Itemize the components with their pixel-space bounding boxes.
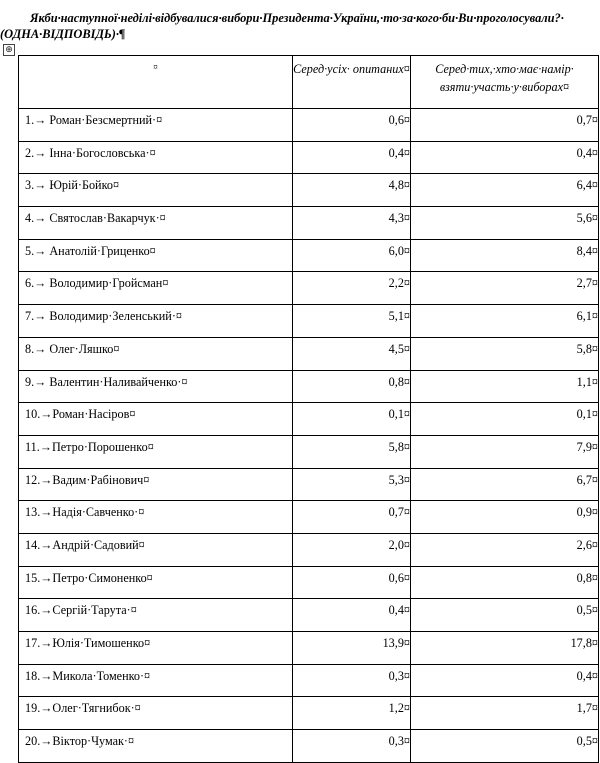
intending-voters-cell xyxy=(411,566,599,599)
intending-voters-value: 0,4¤ xyxy=(576,668,598,683)
table-row xyxy=(19,599,599,632)
candidate-name: 6.→ Володимир·Гройсман¤ xyxy=(19,272,293,305)
table-row xyxy=(19,403,599,436)
candidate-name: 11.→Петро·Порошенко¤ xyxy=(19,435,293,468)
intending-voters-value: 0,7¤ xyxy=(576,113,598,127)
intending-voters-value: 8,4¤ xyxy=(576,243,598,258)
all-respondents-value: 1,2¤ xyxy=(388,701,410,716)
intending-voters-cell xyxy=(411,305,599,338)
intending-voters-cell xyxy=(411,533,599,566)
table-row xyxy=(19,174,599,207)
all-respondents-value: 4,3¤ xyxy=(388,211,410,226)
all-respondents-cell xyxy=(293,337,411,370)
candidate-name: 19.→Олег·Тягнибок·¤ xyxy=(19,697,293,730)
intending-voters-value: 17,8¤ xyxy=(570,636,598,650)
intending-voters-cell xyxy=(411,337,599,370)
all-respondents-value: 2,2¤ xyxy=(388,276,410,291)
table-row xyxy=(19,337,599,370)
intending-voters-value: 6,4¤ xyxy=(576,178,598,193)
intending-voters-value: 0,1¤ xyxy=(576,407,598,422)
intending-voters-value: 1,7¤ xyxy=(576,701,598,716)
intending-voters-value: 7,9¤ xyxy=(576,439,598,454)
intending-voters-value: 5,6¤ xyxy=(576,211,598,226)
all-respondents-value: 5,1¤ xyxy=(388,309,410,324)
table-move-handle-icon[interactable]: ⊕ xyxy=(3,44,15,56)
all-respondents-cell xyxy=(293,370,411,403)
all-respondents-value: 0,4¤ xyxy=(388,145,410,160)
candidate-name: 12.→Вадим·Рабінович¤ xyxy=(19,468,293,501)
table-row xyxy=(19,533,599,566)
candidate-name: 18.→Микола·Томенко·¤ xyxy=(19,664,293,697)
all-respondents-cell xyxy=(293,533,411,566)
table-header-row xyxy=(19,56,599,109)
intending-voters-cell xyxy=(411,468,599,501)
intending-voters-value: 0,5¤ xyxy=(576,734,598,749)
all-respondents-cell xyxy=(293,109,411,142)
all-respondents-value: 0,1¤ xyxy=(388,407,410,422)
intending-voters-value: 5,8¤ xyxy=(576,341,598,356)
all-respondents-value: 0,7¤ xyxy=(388,505,410,520)
all-respondents-cell xyxy=(293,305,411,338)
all-respondents-cell xyxy=(293,599,411,632)
intending-voters-cell xyxy=(411,435,599,468)
table-row xyxy=(19,697,599,730)
table-row xyxy=(19,730,599,763)
all-respondents-cell xyxy=(293,664,411,697)
intending-voters-cell xyxy=(411,403,599,436)
candidate-name: 20.→Віктор·Чумак·¤ xyxy=(19,730,293,763)
candidate-name: 16.→Сергій·Тарута·¤ xyxy=(19,599,293,632)
all-respondents-cell xyxy=(293,468,411,501)
intending-voters-value: 2,6¤ xyxy=(576,537,598,552)
all-respondents-cell xyxy=(293,174,411,207)
candidate-name: 17.→Юлія·Тимошенко¤ xyxy=(19,632,293,665)
table-row xyxy=(19,305,599,338)
intending-voters-cell xyxy=(411,174,599,207)
candidate-name: 15.→Петро·Симоненко¤ xyxy=(19,566,293,599)
table-row xyxy=(19,239,599,272)
all-respondents-value: 0,3¤ xyxy=(388,734,410,749)
intending-voters-value: 0,9¤ xyxy=(576,505,598,520)
intending-voters-cell xyxy=(411,239,599,272)
intending-voters-value: 6,7¤ xyxy=(576,472,598,487)
table-row xyxy=(19,141,599,174)
intending-voters-cell xyxy=(411,632,599,665)
candidate-name: 8.→ Олег·Ляшко¤ xyxy=(19,337,293,370)
table-row xyxy=(19,109,599,142)
all-respondents-cell xyxy=(293,272,411,305)
all-respondents-cell xyxy=(293,501,411,534)
table-row xyxy=(19,370,599,403)
results-table xyxy=(18,55,599,763)
all-respondents-cell xyxy=(293,730,411,763)
all-respondents-value: 2,0¤ xyxy=(388,537,410,552)
intending-voters-cell xyxy=(411,664,599,697)
candidate-name: 13.→Надія·Савченко·¤ xyxy=(19,501,293,534)
intending-voters-value: 1,1¤ xyxy=(576,374,598,389)
answer-instruction: (ОДНА·ВІДПОВІДЬ)·¶ xyxy=(0,27,126,41)
intending-voters-cell xyxy=(411,207,599,240)
header-all-respondents: Серед·усіх· опитаних¤ xyxy=(293,56,411,109)
intending-voters-value: 0,5¤ xyxy=(576,603,598,618)
intending-voters-value: 0,4¤ xyxy=(576,145,598,160)
all-respondents-cell xyxy=(293,566,411,599)
intending-voters-value: 2,7¤ xyxy=(576,276,598,291)
all-respondents-cell xyxy=(293,403,411,436)
intending-voters-cell xyxy=(411,109,599,142)
candidate-name: 3.→ Юрій·Бойко¤ xyxy=(19,174,293,207)
table-row xyxy=(19,468,599,501)
table-row xyxy=(19,566,599,599)
intending-voters-cell xyxy=(411,697,599,730)
all-respondents-value: 0,6¤ xyxy=(388,570,410,585)
intending-voters-cell xyxy=(411,501,599,534)
candidate-name: 1.→ Роман·Безсмертний·¤ xyxy=(19,109,293,142)
candidate-name: 4.→ Святослав·Вакарчук·¤ xyxy=(19,207,293,240)
table-row xyxy=(19,632,599,665)
table-row xyxy=(19,272,599,305)
all-respondents-value: 6,0¤ xyxy=(388,243,410,258)
all-respondents-value: 4,8¤ xyxy=(388,178,410,193)
intending-voters-value: 0,8¤ xyxy=(576,570,598,585)
question-text: Якби·наступної·неділі·відбувалися·вибори·Президента·України,·то·за·кого·би·Ви·проголосували?· xyxy=(30,11,564,25)
all-respondents-value: 0,3¤ xyxy=(388,668,410,683)
candidate-name: 7.→ Володимир·Зеленський·¤ xyxy=(19,305,293,338)
table-row xyxy=(19,435,599,468)
all-respondents-value: 4,5¤ xyxy=(388,341,410,356)
intending-voters-cell xyxy=(411,141,599,174)
candidate-name: 2.→ Інна·Богословська·¤ xyxy=(19,141,293,174)
intending-voters-cell xyxy=(411,599,599,632)
intending-voters-cell xyxy=(411,730,599,763)
header-intending-voters: Серед·тих,·хто·має·намір· взяти·участь·у·виборах¤ xyxy=(411,56,599,109)
all-respondents-cell xyxy=(293,141,411,174)
intending-voters-cell xyxy=(411,272,599,305)
table-row xyxy=(19,664,599,697)
all-respondents-cell xyxy=(293,207,411,240)
intending-voters-cell xyxy=(411,370,599,403)
table-row xyxy=(19,501,599,534)
all-respondents-value: 0,8¤ xyxy=(388,374,410,389)
intending-voters-value: 6,1¤ xyxy=(576,309,598,324)
table-row xyxy=(19,207,599,240)
all-respondents-value: 5,8¤ xyxy=(388,439,410,454)
candidate-name: 5.→ Анатолій·Гриценко¤ xyxy=(19,239,293,272)
all-respondents-cell xyxy=(293,632,411,665)
all-respondents-cell xyxy=(293,239,411,272)
all-respondents-value: 5,3¤ xyxy=(388,472,410,487)
header-empty-cell: ¤ xyxy=(19,56,293,109)
all-respondents-value: 0,6¤ xyxy=(388,113,410,127)
all-respondents-cell xyxy=(293,435,411,468)
candidate-name: 14.→Андрій·Садовий¤ xyxy=(19,533,293,566)
all-respondents-value: 0,4¤ xyxy=(388,603,410,618)
all-respondents-value: 13,9¤ xyxy=(382,636,410,650)
all-respondents-cell xyxy=(293,697,411,730)
candidate-name: 9.→ Валентин·Наливайченко·¤ xyxy=(19,370,293,403)
question-title xyxy=(0,10,600,42)
candidate-name: 10.→Роман·Насіров¤ xyxy=(19,403,293,436)
